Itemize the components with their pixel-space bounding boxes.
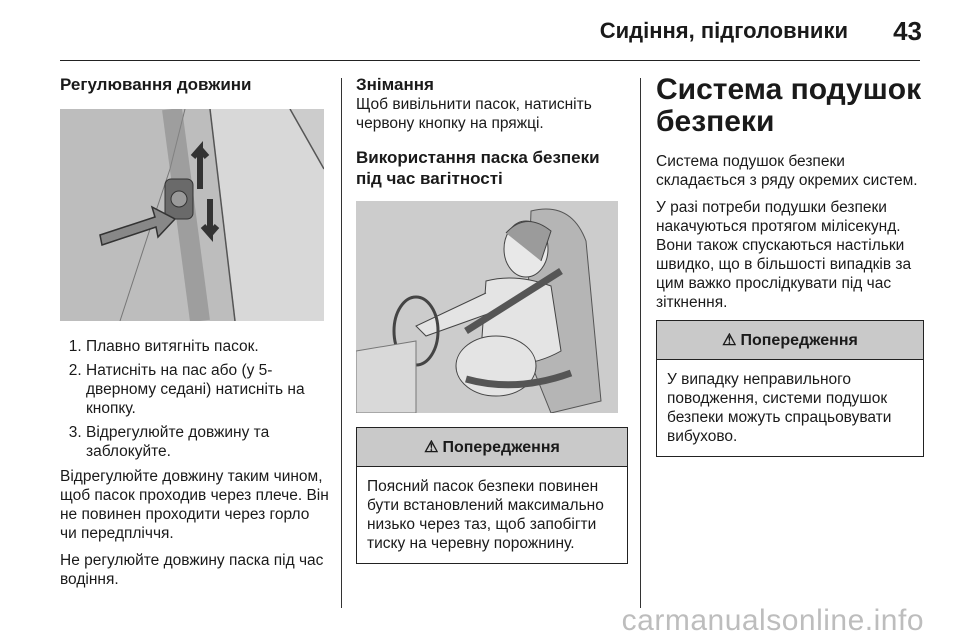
warning-triangle-icon: ⚠ [722, 331, 737, 349]
warning-box-airbags [656, 320, 924, 457]
steps-list [60, 337, 330, 461]
warning-title: Попередження [740, 331, 858, 349]
section-heading-airbags: Система подушок безпеки [656, 73, 922, 138]
paragraph: У разі потреби подушки безпеки накачуються протягом мілісекунд. Вони також спускаються настільки швидко, що в більшості випадків за цим важко прослідкувати під час зіткнення. [656, 199, 912, 311]
column-divider-2 [640, 78, 641, 608]
warning-header [357, 428, 627, 467]
paragraph: Щоб вивільнити пасок, натисніть червону кнопку на пряжці. [356, 96, 592, 132]
column-right [656, 74, 924, 457]
section-heading-removal: Знімання [356, 75, 434, 94]
column-divider-1 [341, 78, 342, 608]
warning-triangle-icon: ⚠ [424, 438, 439, 456]
list-item: 2. Натисніть на пас або (у 5-дверному седані) натисніть на кнопку. [86, 361, 330, 418]
list-item: 1. Плавно витягніть пасок. [86, 337, 330, 356]
header-title: Сидіння, підголовники [599, 18, 848, 43]
warning-text: Поясний пасок безпеки повинен бути встановлений максимально низько через таз, щоб запобігти тиску на черевну порожнину. [367, 478, 604, 552]
pregnant-driver-illustration [356, 201, 618, 413]
section-heading-length-adjust: Регулювання довжини [60, 75, 252, 94]
column-middle [356, 74, 628, 564]
warning-header [657, 321, 923, 360]
list-item: 3. Відрегулюйте довжину та заблокуйте. [86, 423, 330, 461]
header-divider [60, 60, 920, 61]
watermark: carmanualsonline.info [621, 604, 924, 637]
warning-title: Попередження [442, 438, 560, 456]
page-number: 43 [893, 16, 922, 46]
paragraph: Відрегулюйте довжину таким чином, щоб пасок проходив через плече. Він не повинен проходити через горло чи передпліччя. [60, 468, 329, 542]
seatbelt-adjust-illustration [60, 109, 324, 321]
warning-box-pregnancy [356, 427, 628, 564]
column-left [60, 74, 330, 597]
paragraph: Система подушок безпеки складається з ряду окремих систем. [656, 153, 918, 189]
warning-text: У випадку неправильного поводження, системи подушок безпеки можуть спрацьовувати вибухово. [667, 371, 892, 445]
section-heading-pregnancy: Використання паска безпеки під час вагітності [356, 148, 600, 188]
paragraph: Не регулюйте довжину паска під час водіння. [60, 552, 324, 588]
